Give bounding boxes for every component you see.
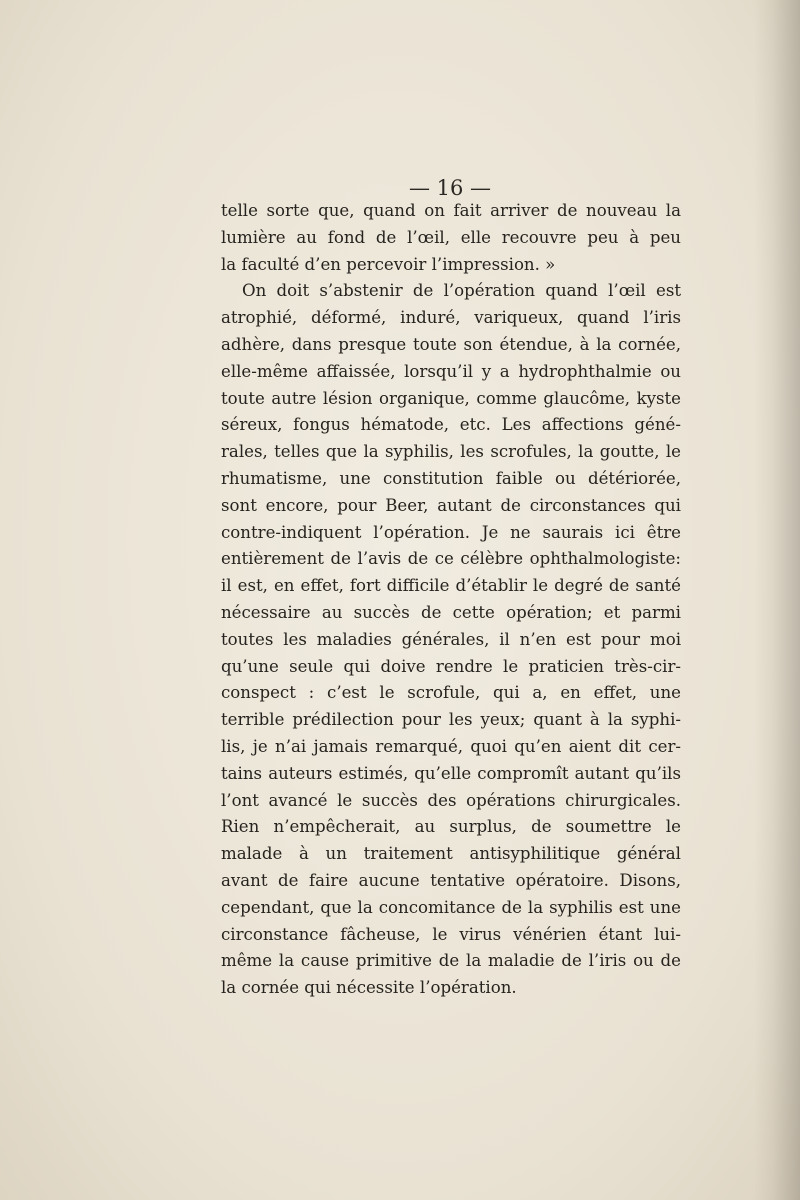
text-line: avant de faire aucune tentative opératoire. Disons, bbox=[221, 870, 681, 890]
text-line: l’ont avancé le succès des opérations chirurgicales. bbox=[221, 790, 681, 810]
text-line: sont encore, pour Beer, autant de circonstances qui bbox=[221, 495, 681, 515]
text-line: atrophié, déformé, induré, variqueux, quand l’iris bbox=[221, 308, 681, 328]
text-line: tains auteurs estimés, qu’elle compromît autant qu’ils bbox=[221, 763, 681, 783]
text-line: Rien n’empêcherait, au surplus, de soumettre le bbox=[221, 817, 681, 837]
body-text bbox=[221, 198, 681, 1002]
text-line: circonstance fâcheuse, le virus vénérien étant lui- bbox=[221, 924, 681, 944]
text-line: la faculté d’en percevoir l’impression. » bbox=[221, 254, 556, 274]
text-line: même la cause primitive de la maladie de l’iris ou de bbox=[221, 951, 681, 971]
page-number: — 16 — bbox=[408, 176, 492, 200]
text-line: conspect : c’est le scrofule, qui a, en effet, une bbox=[221, 683, 681, 703]
text-line: On doit s’abstenir de l’opération quand l’œil est bbox=[242, 281, 681, 301]
text-line: qu’une seule qui doive rendre le praticien très-cir- bbox=[221, 656, 681, 676]
text-line: entièrement de l’avis de ce célèbre ophthalmologiste: bbox=[221, 549, 681, 569]
text-line: toute autre lésion organique, comme glaucôme, kyste bbox=[221, 388, 681, 408]
text-line: telle sorte que, quand on fait arriver de nouveau la bbox=[221, 201, 681, 220]
text-line: contre-indiquent l’opération. Je ne saurais ici être bbox=[221, 522, 681, 542]
text-line: séreux, fongus hématode, etc. Les affections géné- bbox=[221, 415, 681, 435]
text-line: toutes les maladies générales, il n’en est pour moi bbox=[221, 629, 681, 649]
text-line: il est, en effet, fort difficile d’établir le degré de santé bbox=[221, 576, 681, 596]
text-line: lumière au fond de l’œil, elle recouvre peu à peu bbox=[221, 227, 681, 247]
text-line: terrible prédilection pour les yeux; quant à la syphi- bbox=[221, 710, 681, 730]
text-line: nécessaire au succès de cette opération; et parmi bbox=[221, 602, 681, 622]
text-line: malade à un traitement antisyphilitique général bbox=[221, 844, 681, 864]
text-line: cependant, que la concomitance de la syphilis est une bbox=[221, 897, 681, 917]
text-line: lis, je n’ai jamais remarqué, quoi qu’en aient dit cer- bbox=[221, 736, 681, 756]
text-line: adhère, dans presque toute son étendue, à la cornée, bbox=[221, 334, 681, 354]
text-line: la cornée qui nécessite l’opération. bbox=[221, 978, 517, 998]
text-line: rales, telles que la syphilis, les scrofules, la goutte, le bbox=[221, 442, 681, 462]
text-line: rhumatisme, une constitution faible ou détériorée, bbox=[221, 468, 681, 488]
text-line: elle-même affaissée, lorsqu’il y a hydrophthalmie ou bbox=[221, 361, 681, 381]
